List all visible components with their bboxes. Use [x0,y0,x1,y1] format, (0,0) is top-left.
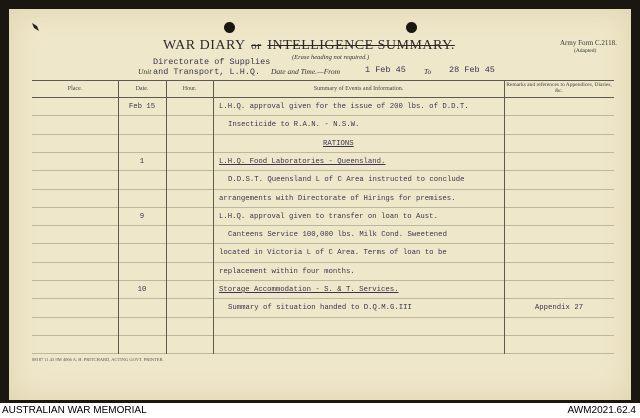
entry-date: 1 [139,157,145,166]
entry-date: 9 [139,212,145,221]
entry-text: Canteens Service 100,000 lbs. Milk Cond. Sweetened [228,231,447,240]
column-header-place: Place. [67,86,83,92]
row-rule [32,189,614,190]
row-rule [32,243,614,244]
erase-note: (Erase heading not required.) [292,54,370,61]
entry-text: L.H.Q. Food Laboratories - Queensland. [219,157,386,166]
catalogue-number: AWM2021.62.4 [567,405,636,416]
column-header-hour: Hour. [182,86,197,92]
column-header-remarks: Remarks and references to Appendices, Diaries, &c. [506,82,612,94]
entry-text: L.H.Q. approval given to transfer on loan to Aust. [219,212,438,221]
title-intelligence-summary: INTELLIGENCE SUMMARY. [267,38,455,53]
row-rule [32,207,614,208]
entry-text: D.D.S.T. Queensland L of C Area instructed to conclude [228,176,465,185]
title-war-diary: WAR DIARY [163,38,246,53]
entry-text: located in Victoria L of C Area. Terms of loan to be [219,249,447,258]
entry-date: 10 [137,286,147,294]
entry-text: RATIONS [323,139,354,148]
entry-date: Feb 15 [128,103,156,111]
column-header-summary: Summary of Events and Information. [313,86,404,92]
entry-remark: Appendix 27 [534,304,584,313]
army-form-number: Army Form C.2118. [560,39,617,47]
row-rule [32,317,614,318]
row-rule [32,170,614,171]
unit-label: Unit [138,67,152,76]
unit-value [153,57,270,77]
diary-table [32,80,614,354]
row-rule [32,225,614,226]
unit-line-1: Directorate of Supplies [153,57,271,67]
title-or: or [251,40,262,52]
table-top-rule [32,80,614,81]
column-divider [166,80,167,354]
entry-text: Insecticide to R.A.N. - N.S.W. [228,121,360,130]
row-rule [32,280,614,281]
column-divider [213,80,214,354]
entry-text: Summary of situation handed to D.Q.M.G.III [228,304,412,313]
column-header-date: Date. [135,86,149,92]
entry-text: Storage Accommodation - S. & T. Services. [219,286,399,294]
printer-imprint: 08187 11.43 9M 4066 A. H. PRITCHARD, ACTING GOVT. PRINTER. [32,357,164,362]
entry-text: L.H.Q. approval given for the issue of 200 lbs. of D.D.T. [219,103,469,111]
row-rule [32,298,614,299]
unit-line-2: and Transport, L.H.Q. [153,67,261,77]
row-rule [32,262,614,263]
entry-text: replacement within four months. [219,267,355,276]
pin-mark-icon [31,22,40,32]
page-title [163,38,455,54]
row-rule [32,134,614,135]
army-form-sub: (Adapted) [574,48,597,54]
to-label: To [424,67,432,76]
archive-credit: AUSTRALIAN WAR MEMORIAL [2,405,147,416]
row-rule [32,335,614,336]
row-rule [32,152,614,153]
from-date: 1 Feb 45 [365,65,406,75]
date-label: Date and Time.—From [271,67,341,76]
punch-hole [224,22,235,33]
row-rule [32,115,614,116]
punch-hole [406,22,417,33]
to-date: 28 Feb 45 [449,65,495,75]
row-rule [32,353,614,354]
entry-text: arrangements with Directorate of Hirings for premises. [219,194,456,203]
header-rule [32,97,614,98]
column-divider [504,80,505,354]
